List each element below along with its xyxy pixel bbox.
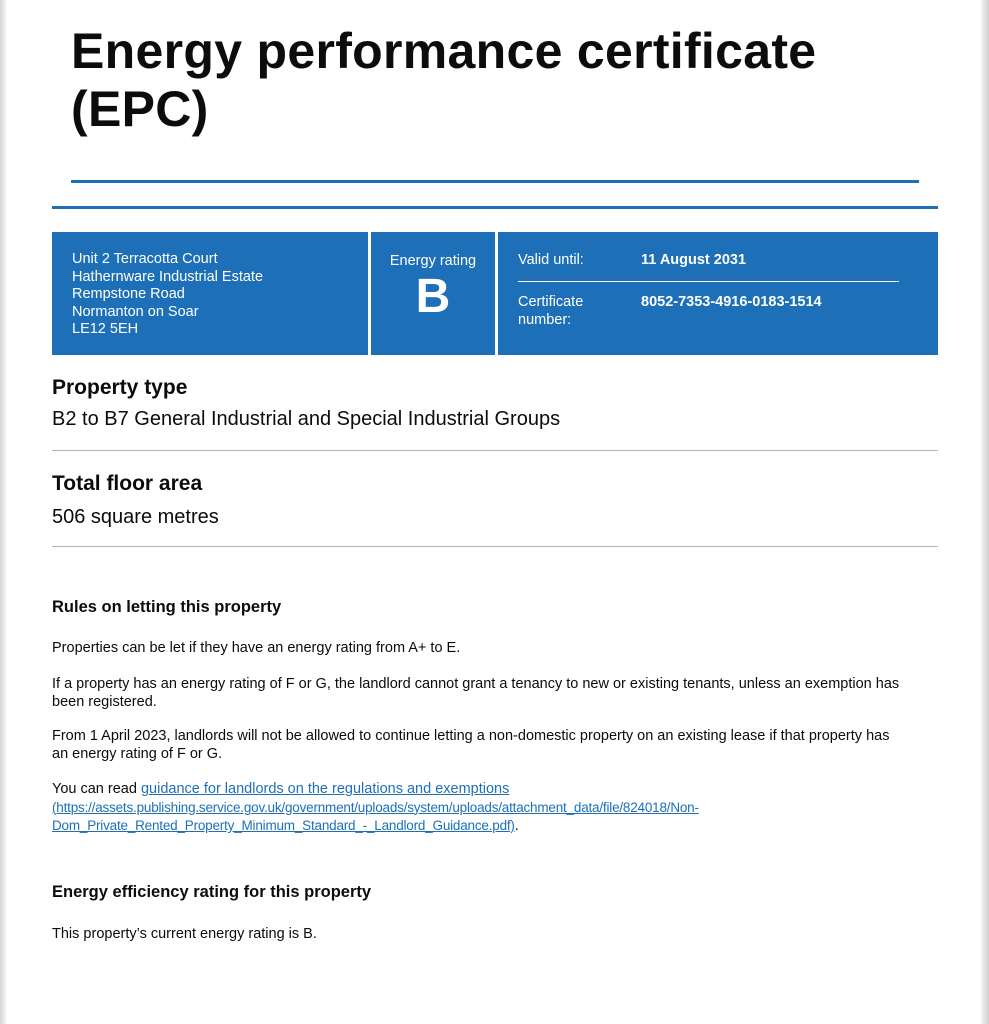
epc-summary-banner [52, 232, 938, 355]
details-divider [518, 281, 899, 282]
energy-rating-letter: B [415, 270, 451, 323]
guidance-url-link[interactable]: (https://assets.publishing.service.gov.uk/government/uploads/system/uploads/attachment_data/file/824018/Non-Dom_Private_Rented_Property_Minimum_Standard_-_Landlord_Guidance.pdf) [52, 799, 699, 833]
letting-paragraph-3: From 1 April 2023, landlords will not be allowed to continue letting a non-domestic property on an existing lease if that property has an energy rating of F or G. [52, 728, 890, 762]
title-underline [71, 180, 919, 183]
valid-until-label: Valid until: [518, 252, 584, 268]
letting-paragraph-2: If a property has an energy rating of F or G, the landlord cannot grant a tenancy to new or existing tenants, unless an exemption has been registered. [52, 676, 900, 710]
address-line: Unit 2 Terracotta Court [72, 251, 218, 267]
property-type-value: B2 to B7 General Industrial and Special Industrial Groups [52, 408, 561, 430]
page-title: Energy performance certificate (EPC) [71, 23, 817, 137]
header-divider [52, 206, 938, 209]
section-divider [52, 546, 938, 547]
valid-until-value: 11 August 2031 [641, 252, 747, 268]
guidance-paragraph [52, 781, 902, 836]
property-address [52, 232, 368, 355]
address-line: Normanton on Soar [72, 303, 199, 320]
floor-area-value: 506 square metres [52, 506, 219, 528]
certificate-number-value: 8052-7353-4916-0183-1514 [641, 294, 822, 310]
address-line: Hathernware Industrial Estate [72, 268, 264, 285]
guidance-suffix: . [514, 818, 519, 834]
letting-rules-heading: Rules on letting this property [52, 598, 282, 616]
floor-area-heading: Total floor area [52, 472, 203, 495]
page-edge-left [0, 0, 6, 1024]
page-edge-right [981, 0, 989, 1024]
section-divider [52, 450, 938, 451]
efficiency-rating-heading: Energy efficiency rating for this property [52, 883, 372, 901]
address-line: Rempstone Road [72, 286, 185, 302]
energy-rating-label: Energy rating [389, 253, 477, 269]
address-postcode: LE12 5EH [72, 321, 139, 337]
efficiency-rating-text: This property’s current energy rating is B. [52, 926, 317, 942]
energy-rating-box [371, 232, 495, 355]
guidance-link[interactable]: guidance for landlords on the regulations and exemptions [140, 781, 510, 797]
property-type-heading: Property type [52, 376, 188, 399]
certificate-details [498, 232, 938, 355]
letting-paragraph-1: Properties can be let if they have an energy rating from A+ to E. [52, 640, 461, 656]
certificate-number-label: Certificate number: [518, 294, 584, 328]
guidance-prefix: You can read [52, 781, 141, 797]
